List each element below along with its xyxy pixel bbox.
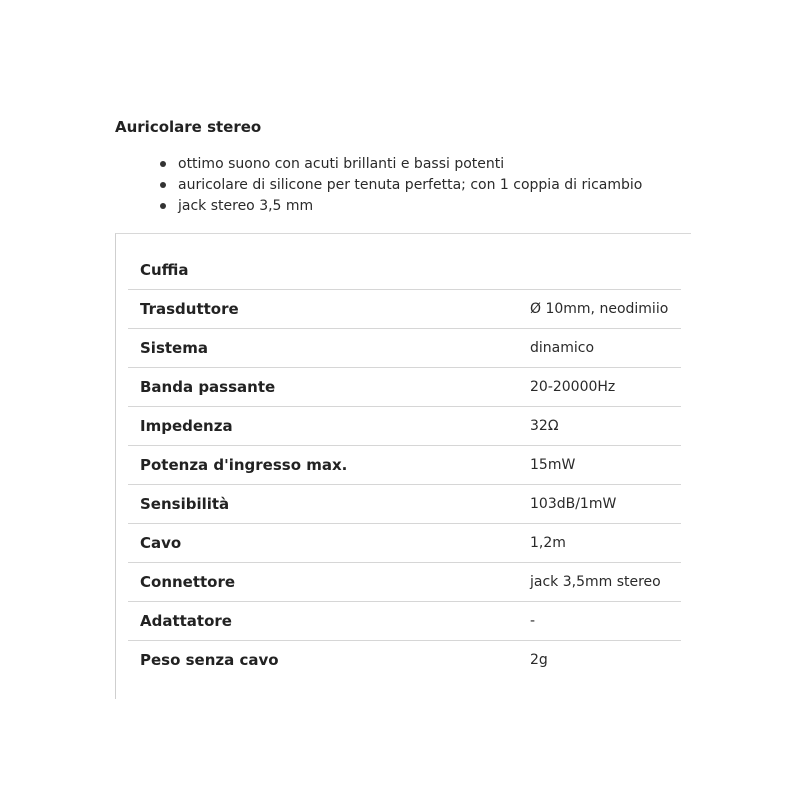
bullet-icon (160, 203, 166, 209)
spec-value: 15mW (530, 446, 681, 485)
spec-value: jack 3,5mm stereo (530, 563, 681, 602)
spec-label: Trasduttore (128, 290, 530, 329)
table-row (128, 602, 681, 641)
product-title: Auricolare stereo (115, 118, 262, 136)
table-row (128, 563, 681, 602)
bullet-icon (160, 182, 166, 188)
table-row (128, 290, 681, 329)
feature-text: ottimo suono con acuti brillanti e bassi potenti (178, 156, 505, 172)
feature-item (158, 175, 642, 196)
spec-label: Sensibilità (128, 485, 530, 524)
spec-value: - (530, 602, 681, 641)
spec-label: Impedenza (128, 407, 530, 446)
table-row (128, 446, 681, 485)
bullet-icon (160, 161, 166, 167)
spec-label: Banda passante (128, 368, 530, 407)
feature-item (158, 154, 642, 175)
feature-list (158, 154, 642, 217)
spec-table-container (115, 233, 691, 699)
table-row (128, 368, 681, 407)
spec-value: Ø 10mm, neodimiio (530, 290, 681, 329)
table-row (128, 407, 681, 446)
spec-value: 2g (530, 652, 548, 668)
spec-value: dinamico (530, 329, 681, 368)
spec-label: Peso senza cavo (140, 651, 279, 669)
spec-label: Adattatore (128, 602, 530, 641)
spec-table (128, 251, 681, 679)
spec-section-header (128, 251, 681, 290)
table-row (128, 485, 681, 524)
table-row (128, 329, 681, 368)
product-panel (103, 103, 690, 700)
feature-text: jack stereo 3,5 mm (178, 198, 314, 214)
spec-value: 20-20000Hz (530, 368, 681, 407)
table-row (128, 641, 681, 680)
table-row (128, 524, 681, 563)
spec-value: 103dB/1mW (530, 485, 681, 524)
spec-section-title: Cuffia (128, 251, 681, 290)
feature-text: auricolare di silicone per tenuta perfetta; con 1 coppia di ricambio (178, 177, 643, 193)
spec-value: 32Ω (530, 407, 681, 446)
spec-label: Potenza d'ingresso max. (128, 446, 530, 485)
spec-label: Cavo (128, 524, 530, 563)
spec-label: Connettore (128, 563, 530, 602)
spec-value: 1,2m (530, 524, 681, 563)
spec-label: Sistema (128, 329, 530, 368)
feature-item (158, 196, 642, 217)
